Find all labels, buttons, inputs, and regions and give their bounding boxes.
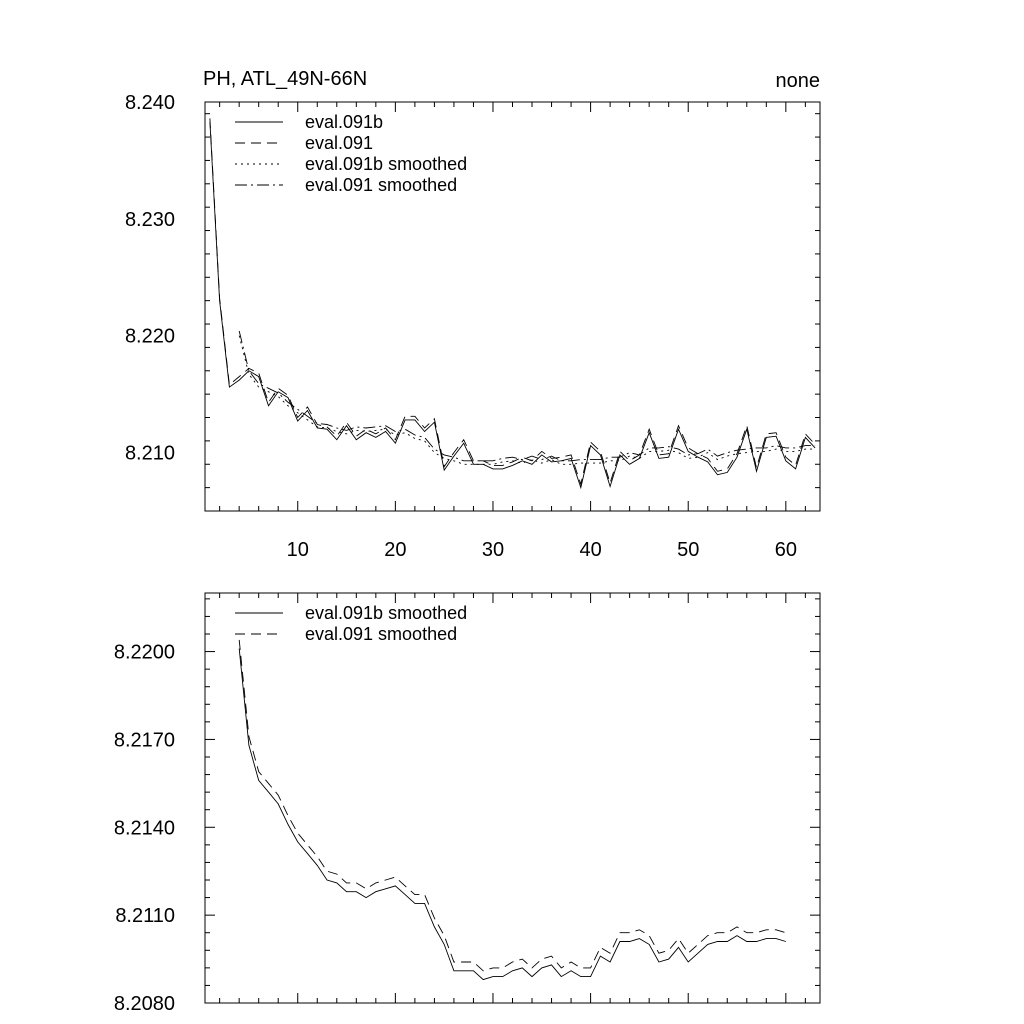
series-line: [210, 122, 815, 488]
legend-label: eval.091 smoothed: [305, 624, 458, 644]
x-tick-label: 10: [286, 539, 309, 561]
y-tick-label: 8.2200: [113, 641, 175, 664]
series-line: [239, 336, 815, 465]
legend: [235, 112, 467, 195]
y-tick-label: 8.2080: [113, 993, 175, 1015]
legend-label: eval.091b smoothed: [305, 603, 468, 623]
legend-label: eval.091b: [305, 112, 384, 132]
y-tick-label: 8.2110: [115, 905, 175, 928]
series-line: [210, 118, 815, 484]
x-tick-label: 60: [774, 539, 797, 561]
plot-frame: [205, 102, 820, 511]
y-tick-label: 8.220: [124, 325, 175, 348]
plot-lines: [210, 118, 815, 487]
y-tick-label: 8.2140: [113, 817, 175, 840]
legend-label: eval.091: [305, 133, 374, 153]
y-tick-label: 8.240: [124, 92, 175, 114]
chart-title-right: none: [775, 70, 820, 92]
x-tick-label: 30: [481, 539, 505, 561]
series-line: [239, 640, 786, 971]
y-tick-label: 8.230: [124, 208, 175, 231]
plot-lines: [239, 640, 786, 980]
tick-labels: [114, 642, 175, 1015]
x-tick-label: 40: [579, 539, 602, 561]
series-line: [239, 649, 786, 980]
x-tick-label: 20: [384, 539, 407, 561]
x-tick-label: 50: [677, 539, 700, 561]
legend-label: eval.091b smoothed: [305, 154, 468, 174]
axis-ticks: [205, 102, 820, 511]
bottom-panel: [114, 593, 820, 1015]
y-tick-label: 8.210: [124, 442, 175, 465]
top-panel: [125, 68, 820, 561]
series-line: [239, 331, 815, 461]
chart-title-left: PH, ATL_49N-66N: [203, 68, 368, 90]
y-tick-label: 8.2170: [113, 729, 175, 752]
legend: [235, 603, 467, 644]
legend-label: eval.091 smoothed: [305, 175, 458, 195]
